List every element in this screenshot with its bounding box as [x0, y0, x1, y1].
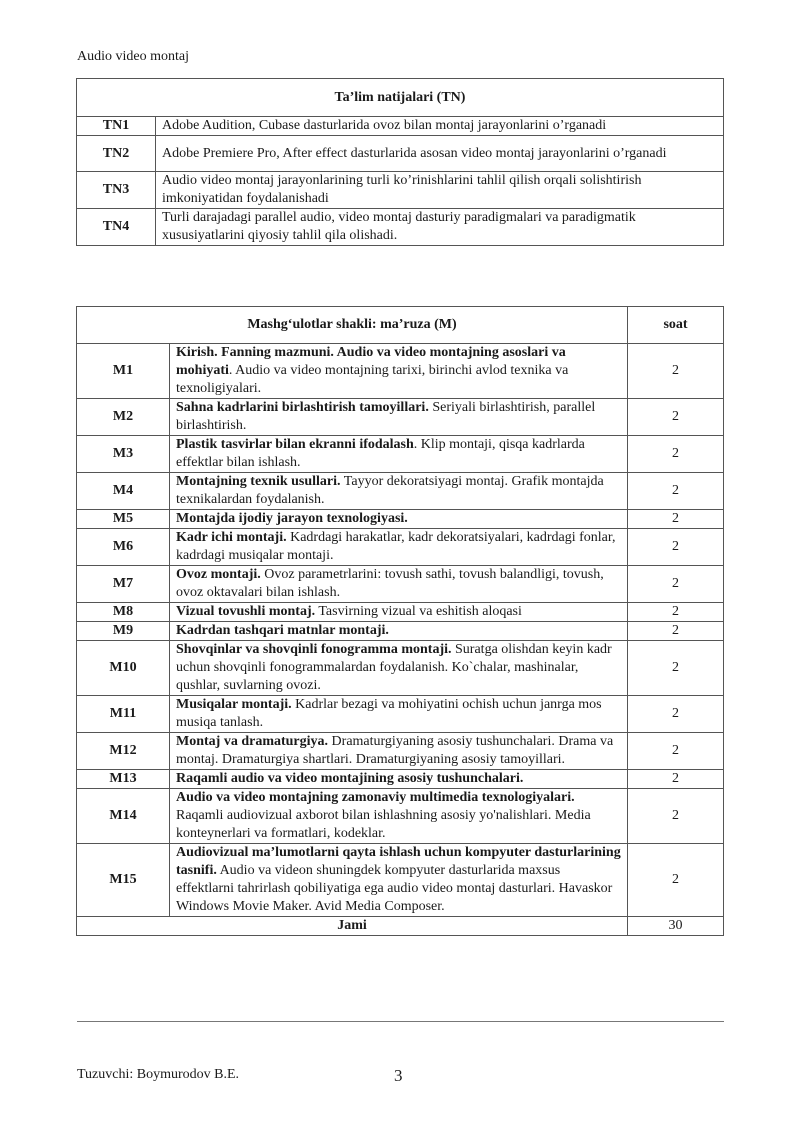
lecture-code: M6 [77, 529, 170, 566]
lecture-topic-details: . Klip montaji, qisqa kadrlarda effektlar bilan ishlash. [176, 437, 585, 470]
lecture-topic-title: Montajda ijodiy jarayon texnologiyasi. [176, 511, 408, 526]
lecture-code: M4 [77, 473, 170, 510]
table-row [77, 622, 724, 641]
lecture-code: M9 [77, 622, 170, 641]
lecture-hours: 2 [628, 344, 724, 399]
lecture-topic-details: Tasvirning vizual va eshitish aloqasi [315, 604, 522, 619]
page-number: 3 [394, 1066, 403, 1085]
lecture-topic-title: Kadr ichi montaji. [176, 530, 287, 545]
lecture-topic [170, 603, 628, 622]
table-row [77, 789, 724, 844]
lecture-topic-title: Sahna kadrlarini birlashtirish tamoyillari. [176, 400, 429, 415]
table-row [77, 209, 724, 246]
learning-outcomes-table [76, 78, 724, 246]
total-row [77, 917, 724, 936]
lecture-topic-title: Montajning texnik usullari. [176, 474, 341, 489]
table-title-row [77, 79, 724, 117]
lecture-code: M12 [77, 733, 170, 770]
lecture-topic-title: Vizual tovushli montaj. [176, 604, 316, 619]
table-row [77, 510, 724, 529]
lecture-topic-details: Kadrdagi harakatlar, kadr dekoratsiyalari, kadrdagi fonlar, kadrdagi musiqalar montaji. [176, 530, 616, 563]
lecture-code: M1 [77, 344, 170, 399]
outcome-description: Adobe Audition, Cubase dasturlarida ovoz bilan montaj jarayonlarini o’rganadi [156, 117, 724, 136]
lecture-hours: 2 [628, 770, 724, 789]
footer-divider [77, 1021, 724, 1022]
lecture-topic [170, 789, 628, 844]
table-row [77, 844, 724, 917]
lecture-hours: 2 [628, 566, 724, 603]
table-row [77, 770, 724, 789]
lecture-topic-details: Ovoz parametrlarini: tovush sathi, tovush balandligi, tovush, ovoz oktavalari bilan ishlash. [176, 567, 604, 600]
lecture-topic [170, 622, 628, 641]
table-row [77, 136, 724, 172]
lecture-hours: 2 [628, 529, 724, 566]
lectures-table [76, 306, 724, 936]
lecture-topic-title: Ovoz montaji. [176, 567, 261, 582]
lecture-topic [170, 844, 628, 917]
lecture-code: M11 [77, 696, 170, 733]
lecture-code: M7 [77, 566, 170, 603]
table-row [77, 733, 724, 770]
table-row [77, 172, 724, 209]
table-title-row [77, 307, 724, 344]
lecture-topic-details: . Audio va video montajning tarixi, birinchi avlod texnika va texnoligiyalari. [176, 363, 569, 396]
learning-outcomes-title: Ta’lim natijalari (TN) [77, 79, 724, 117]
outcome-code: TN3 [77, 172, 156, 209]
lecture-topic [170, 696, 628, 733]
lecture-topic-title: Audiovizual ma’lumotlarni qayta ishlash uchun kompyuter dasturlarining tasnifi. [176, 845, 621, 878]
lecture-code: M10 [77, 641, 170, 696]
table-row [77, 344, 724, 399]
lecture-topic [170, 436, 628, 473]
outcome-code: TN1 [77, 117, 156, 136]
footer-author: Tuzuvchi: Boymurodov B.E. [77, 1067, 240, 1082]
table-row [77, 529, 724, 566]
table-row [77, 603, 724, 622]
table-row [77, 117, 724, 136]
lecture-code: M2 [77, 399, 170, 436]
lecture-code: M5 [77, 510, 170, 529]
lecture-topic-details: Tayyor dekoratsiyagi montaj. Grafik montajda texnikalardan foydalanish. [176, 474, 604, 507]
lecture-topic-title: Kadrdan tashqari matnlar montaji. [176, 623, 389, 638]
lecture-topic [170, 566, 628, 603]
lecture-hours: 2 [628, 399, 724, 436]
outcome-description: Audio video montaj jarayonlarining turli ko’rinishlarini tahlil qilish orqali solishtirish imkoniyatidan foydalanishadi [156, 172, 724, 209]
lecture-hours: 2 [628, 844, 724, 917]
lecture-hours: 2 [628, 696, 724, 733]
lecture-topic-details: Kadrlar bezagi va mohiyatini ochish uchun janrga mos musiqa tanlash. [176, 697, 602, 730]
lecture-topic [170, 733, 628, 770]
lecture-topic-details: Dramaturgiyaning asosiy tushunchalari. Drama va montaj. Dramaturgiya shartlari. Dramaturgiyaning asosiy tamoyillari. [176, 734, 614, 767]
table-row [77, 399, 724, 436]
lecture-topic-details: Audio va videon shuningdek kompyuter dasturlarida maxsus effektlarni tahrirlash qobiliyatiga ega audio video montaj dasturlari. Havaskor Windows Movie Maker. Avid Media Composer. [176, 863, 613, 914]
table-row [77, 696, 724, 733]
lecture-code: M15 [77, 844, 170, 917]
lecture-topic-title: Raqamli audio va video montajining asosiy tushunchalari. [176, 771, 524, 786]
lecture-hours: 2 [628, 733, 724, 770]
table-row [77, 566, 724, 603]
outcome-description: Turli darajadagi parallel audio, video montaj dasturiy paradigmalari va paradigmatik xususiyatlarini qiyosiy tahlil qila olishadi. [156, 209, 724, 246]
lecture-topic [170, 770, 628, 789]
hours-column-header: soat [628, 307, 724, 344]
outcome-code: TN4 [77, 209, 156, 246]
lecture-topic [170, 344, 628, 399]
lecture-hours: 2 [628, 603, 724, 622]
lecture-hours: 2 [628, 436, 724, 473]
lecture-topic [170, 399, 628, 436]
lecture-topic [170, 529, 628, 566]
lecture-topic [170, 473, 628, 510]
lecture-hours: 2 [628, 641, 724, 696]
lecture-hours: 2 [628, 473, 724, 510]
lecture-topic-details: Seriyali birlashtirish, parallel birlashtirish. [176, 400, 596, 433]
total-label: Jami [77, 917, 628, 936]
table-row [77, 641, 724, 696]
lecture-topic-title: Plastik tasvirlar bilan ekranni ifodalash [176, 437, 414, 452]
lecture-topic-title: Audio va video montajning zamonaviy multimedia texnologiyalari. [176, 790, 575, 805]
lecture-topic-title: Shovqinlar va shovqinli fonogramma montaji. [176, 642, 452, 657]
lectures-title: Mashg‘ulotlar shakli: ma’ruza (M) [77, 307, 628, 344]
lecture-hours: 2 [628, 789, 724, 844]
page-header-title: Audio video montaj [77, 49, 189, 64]
lecture-code: M3 [77, 436, 170, 473]
outcome-code: TN2 [77, 136, 156, 172]
lecture-topic [170, 641, 628, 696]
lecture-topic-title: Montaj va dramaturgiya. [176, 734, 329, 749]
lecture-topic-title: Kirish. Fanning mazmuni. Audio va video montajning asoslari va mohiyati [176, 345, 566, 378]
lecture-topic-details: Raqamli audiovizual axborot bilan ishlashning asosiy yo'nalishlari. Media konteynerlari va formatlari, kodeklar. [176, 808, 591, 841]
lecture-topic-details: Suratga olishdan keyin kadr uchun shovqinli fonogrammalardan foydalanish. Ko`chalar, mashinalar, qushlar, suvlarning ovozi. [176, 642, 612, 693]
lecture-code: M13 [77, 770, 170, 789]
lecture-topic [170, 510, 628, 529]
lecture-topic-title: Musiqalar montaji. [176, 697, 292, 712]
lecture-hours: 2 [628, 510, 724, 529]
table-row [77, 473, 724, 510]
lecture-code: M8 [77, 603, 170, 622]
outcome-description: Adobe Premiere Pro, After effect dasturlarida asosan video montaj jarayonlarini o’rganadi [156, 136, 724, 172]
lecture-code: M14 [77, 789, 170, 844]
table-row [77, 436, 724, 473]
total-hours: 30 [628, 917, 724, 936]
lecture-hours: 2 [628, 622, 724, 641]
